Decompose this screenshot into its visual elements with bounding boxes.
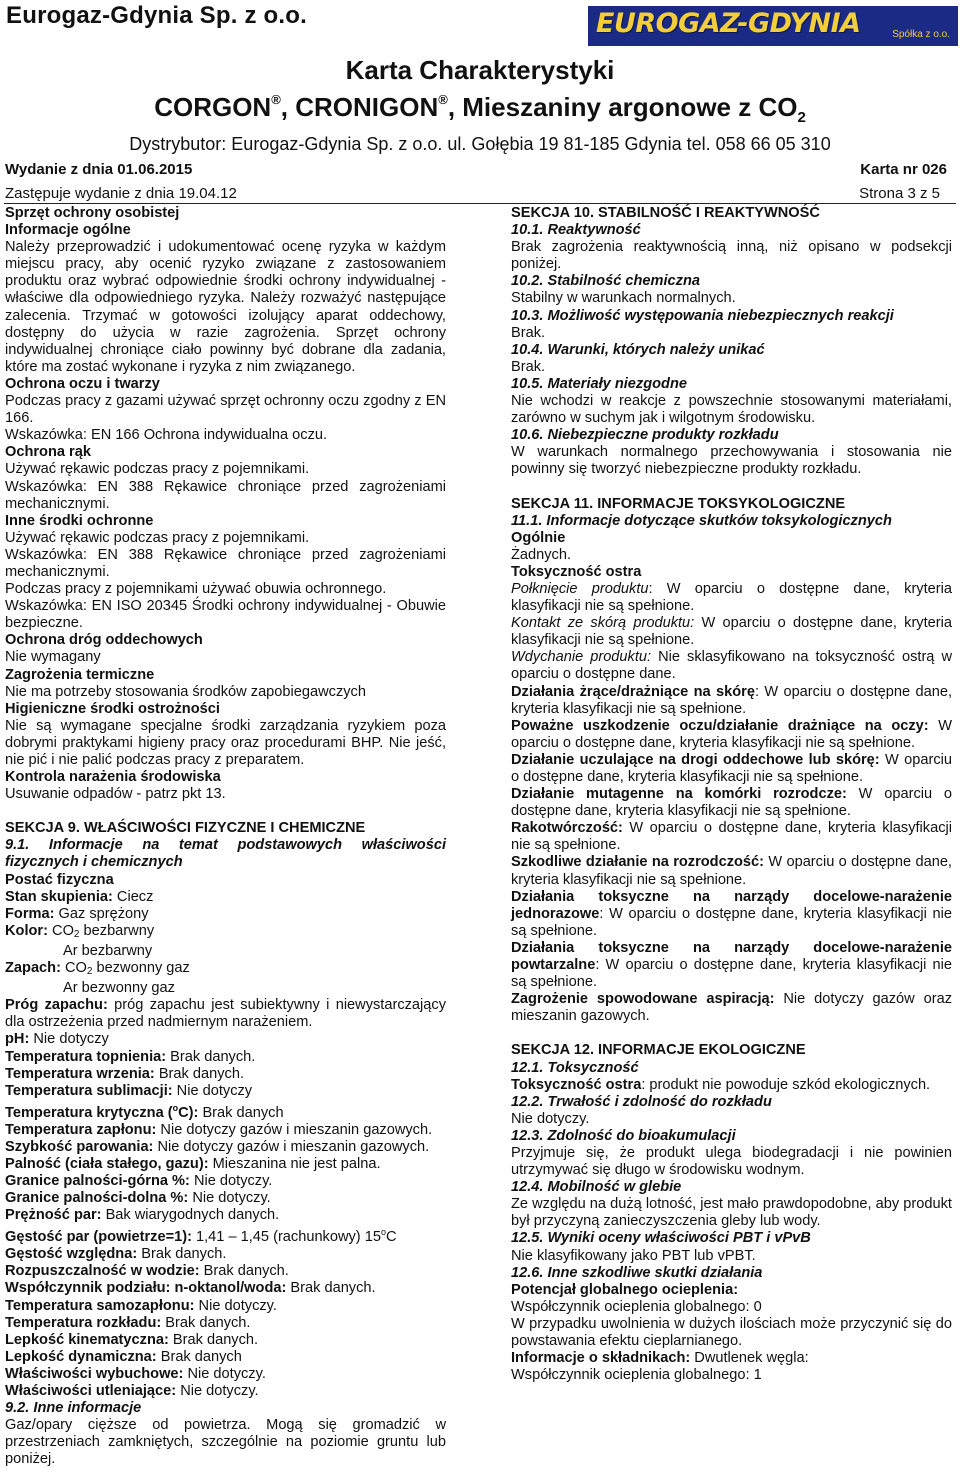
- property-row: Szybkość parowania: Nie dotyczy gazów i mieszanin gazowych.: [5, 1138, 430, 1155]
- company-logo: [588, 6, 958, 46]
- header-divider: [4, 203, 956, 204]
- right-column: [511, 205, 952, 1384]
- subsection-heading: 11.1. Informacje dotyczące skutków toksykologicznych: [511, 512, 892, 529]
- property-row: Lepkość dynamiczna: Brak danych: [5, 1348, 242, 1365]
- property-row: Temperatura sublimacji: Nie dotyczy: [5, 1082, 253, 1099]
- subheading: Ochrona oczu i twarzy: [5, 375, 160, 392]
- paragraph: Podczas pracy z pojemnikami używać obuwia ochronnego.: [5, 581, 387, 598]
- logo-subtitle: Spółka z o.o.: [892, 29, 950, 40]
- document-title: Karta Charakterystyki: [345, 55, 615, 85]
- paragraph: Należy przeprowadzić i udokumentować ocenę ryzyka w każdym miejscu pracy, aby ocenić ryzyko związane z zastosowaniem produktu oraz wybrać odpowiednie środki ochrony indywidualnej - właściwe dla odpowiedniego ryzyka. Należy rozważyć następujące zalecenia. Trzymać w gotowości izolujący aparat oddechowy, dostępny do użycia w razie zagrożenia. Sprzęt ochrony indywidualnej chroniące ciało powinny być dobrane dla zadania, które ma zostać wykonane i ryzyka z nim związanego.: [5, 239, 446, 375]
- property-row: pH: Nie dotyczy: [5, 1031, 109, 1048]
- subheading: Kontrola narażenia środowiska: [5, 769, 221, 786]
- subheading: Higieniczne środki ostrożności: [5, 700, 220, 717]
- paragraph: Używać rękawic podczas pracy z pojemnikami.: [5, 529, 310, 546]
- paragraph: W przypadku uwolnienia w dużych ilościach może przyczynić się do powstawania efektu cieplarnianego.: [511, 1315, 952, 1349]
- property-row: Współczynnik podziału: n-oktanol/woda: Brak danych.: [5, 1280, 376, 1297]
- property-row: Ar bezwonny gaz: [63, 980, 175, 997]
- section-11-heading: SEKCJA 11. INFORMACJE TOKSYKOLOGICZNE: [511, 495, 846, 512]
- paragraph: Nie wchodzi w reakcje z powszechnie stosowanymi materiałami, zarówno w suchym jak i wilgotnym środowisku.: [511, 393, 952, 427]
- subheading: Ogólnie: [511, 529, 566, 546]
- paragraph: Używać rękawic podczas pracy z pojemnikami.: [5, 461, 310, 478]
- subsection-heading: 10.1. Reaktywność: [511, 222, 641, 239]
- replaces-issue: Zastępuje wydanie z dnia 19.04.12: [5, 185, 237, 202]
- issue-date: Wydanie z dnia 01.06.2015: [5, 161, 193, 178]
- paragraph: Informacje o składnikach: Dwutlenek węgla:: [511, 1350, 809, 1367]
- subsection-heading: 10.2. Stabilność chemiczna: [511, 273, 700, 290]
- paragraph: Wskazówka: EN ISO 20345 Środki ochrony indywidualnej - Obuwie bezpieczne.: [5, 598, 446, 632]
- property-row: Prężność par: Bak wiarygodnych danych.: [5, 1207, 280, 1224]
- paragraph: Współczynnik ocieplenia globalnego: 0: [511, 1298, 762, 1315]
- paragraph: Poważne uszkodzenie oczu/działanie drażniące na oczy: W oparciu o dostępne dane, kryteria klasyfikacji nie są spełnione.: [511, 717, 952, 751]
- paragraph: Działanie uczulające na drogi oddechowe lub skórę: W oparciu o dostępne dane, kryteria klasyfikacji nie są spełnione.: [511, 751, 952, 785]
- paragraph: Nie wymagany: [5, 649, 101, 666]
- paragraph: Brak zagrożenia reaktywnością inną, niż opisano w podsekcji poniżej.: [511, 239, 952, 273]
- section-9-heading: SEKCJA 9. WŁAŚCIWOŚCI FIZYCZNE I CHEMICZNE: [5, 820, 366, 837]
- paragraph: Współczynnik ocieplenia globalnego: 1: [511, 1367, 762, 1384]
- subsection-heading: 9.1. Informacje na temat podstawowych właściwości fizycznych i chemicznych: [5, 837, 446, 871]
- page-number: Strona 3 z 5: [859, 185, 940, 202]
- subheading: Toksyczność ostra: [511, 563, 642, 580]
- left-column: [5, 205, 446, 1468]
- paragraph: Szkodliwe działanie na rozrodczość: W oparciu o dostępne dane, kryteria klasyfikacji nie są spełnione.: [511, 854, 952, 888]
- paragraph: Toksyczność ostra: produkt nie powoduje szkód ekologicznych.: [511, 1076, 931, 1093]
- property-row: Lepkość kinematyczna: Brak danych.: [5, 1331, 259, 1348]
- subsection-heading: 12.2. Trwałość i zdolność do rozkładu: [511, 1093, 772, 1110]
- subheading: Postać fizyczna: [5, 871, 114, 888]
- paragraph: Połknięcie produktu: W oparciu o dostępne dane, kryteria klasyfikacji nie są spełnione.: [511, 580, 952, 615]
- subsection-heading: 12.5. Wyniki oceny właściwości PBT i vPvB: [511, 1230, 811, 1247]
- property-row: Granice palności-górna %: Nie dotyczy.: [5, 1173, 273, 1190]
- property-row: Palność (ciała stałego, gazu): Mieszanina nie jest palna.: [5, 1155, 381, 1172]
- subsection-heading: 10.5. Materiały niezgodne: [511, 375, 687, 392]
- paragraph: Działania toksyczne na narządy docelowe-narażenie powtarzalne: W oparciu o dostępne dane, kryteria klasyfikacji nie są spełnione.: [511, 939, 952, 991]
- subheading: Ochrona dróg oddechowych: [5, 632, 203, 649]
- property-row: Forma: Gaz sprężony: [5, 905, 149, 922]
- paragraph: W warunkach normalnego przechowywania i stosowania nie powinny się tworzyć niebezpieczne produkty rozkładu.: [511, 444, 952, 478]
- subheading: Ochrona rąk: [5, 444, 91, 461]
- subsection-heading: 10.6. Niebezpieczne produkty rozkładu: [511, 427, 779, 444]
- section-12-heading: SEKCJA 12. INFORMACJE EKOLOGICZNE: [511, 1042, 806, 1059]
- property-row: Temperatura rozkładu: Brak danych.: [5, 1314, 251, 1331]
- paragraph: Nie dotyczy.: [511, 1110, 590, 1127]
- property-row: Próg zapachu: próg zapachu jest subiektywny i niewystarczający dla ostrzeżenia przed nadmiernym narażeniem.: [5, 997, 446, 1031]
- paragraph: Nie są wymagane specjalne środki zarządzania ryzykiem poza dobrymi praktykami higieny pracy oraz procedurami BHP. Nie jeść, nie pić i nie palić podczas pracy z preparatem.: [5, 717, 446, 768]
- subheading: Zagrożenia termiczne: [5, 666, 155, 683]
- paragraph: Ze względu na dużą lotność, jest mało prawdopodobne, aby produkt był przyczyną zanieczyszczenia gleby lub wody.: [511, 1196, 952, 1230]
- logo-wordmark: EUROGAZ-GDYNIA: [596, 8, 861, 39]
- paragraph: Przyjmuje się, że produkt ulega biodegradacji i nie powinien utrzymywać się długo w środowisku wodnym.: [511, 1144, 952, 1179]
- subheading: Sprzęt ochrony osobistej: [5, 205, 180, 221]
- property-row: Temperatura wrzenia: Brak danych.: [5, 1065, 244, 1082]
- property-row: Gęstość par (powietrze=1): 1,41 – 1,45 (rachunkowy) 15$^o$C: [5, 1227, 397, 1246]
- paragraph: Podczas pracy z gazami używać sprzęt ochronny oczu zgodny z EN 166.: [5, 393, 446, 427]
- property-row: Temperatura topnienia: Brak danych.: [5, 1048, 256, 1065]
- paragraph: Rakotwórczość: W oparciu o dostępne dane, kryteria klasyfikacji nie są spełnione.: [511, 820, 952, 854]
- subsection-heading: 9.2. Inne informacje: [5, 1400, 142, 1417]
- paragraph: Wskazówka: EN 388 Rękawice chroniące przed zagrożeniami mechanicznymi.: [5, 546, 446, 580]
- paragraph: Żadnych.: [511, 546, 572, 563]
- property-row: Rozpuszczalność w wodzie: Brak danych.: [5, 1263, 289, 1280]
- product-name: CORGON®, CRONIGON®, Mieszaniny argonowe z $CO_2$: [154, 92, 806, 127]
- property-row: Ar bezbarwny: [63, 942, 153, 959]
- property-row: Właściwości wybuchowe: Nie dotyczy.: [5, 1365, 266, 1382]
- property-row: Temperatura samozapłonu: Nie dotyczy.: [5, 1297, 277, 1314]
- paragraph: Wdychanie produktu: Nie sklasyfikowano na toksyczność ostrą w oparciu o dostępne dane.: [511, 649, 952, 683]
- property-row: Temperatura zapłonu: Nie dotyczy gazów i mieszanin gazowych.: [5, 1121, 433, 1138]
- paragraph: Działania żrące/drażniące na skórę: W oparciu o dostępne dane, kryteria klasyfikacji nie są spełnione.: [511, 683, 953, 717]
- paragraph: Usuwanie odpadów - patrz pkt 13.: [5, 786, 226, 803]
- distributor-line: Dystrybutor: Eurogaz-Gdynia Sp. z o.o. ul. Gołębia 19 81-185 Gdynia tel. 058 66 05 310: [129, 134, 831, 154]
- property-row: Właściwości utleniające: Nie dotyczy.: [5, 1383, 259, 1399]
- subheading: Informacje ogólne: [5, 222, 131, 239]
- property-row: Temperatura krytyczna ($^o$C): Brak danych: [5, 1102, 284, 1121]
- card-number: Karta nr 026: [860, 161, 947, 178]
- subheading: Inne środki ochronne: [5, 512, 154, 529]
- property-row: Stan skupienia: Ciecz: [5, 888, 154, 905]
- property-row: Gęstość względna: Brak danych.: [5, 1246, 227, 1263]
- paragraph: Kontakt ze skórą produktu: W oparciu o dostępne dane, kryteria klasyfikacji nie są spełnione.: [511, 615, 952, 649]
- paragraph: Działanie mutagenne na komórki rozrodcze: W oparciu o dostępne dane, kryteria klasyfikacji nie są spełnione.: [511, 786, 953, 820]
- paragraph: Działania toksyczne na narządy docelowe-narażenie jednorazowe: W oparciu o dostępne dane, kryteria klasyfikacji nie są spełnione.: [511, 888, 952, 939]
- company-name: Eurogaz-Gdynia Sp. z o.o.: [6, 2, 308, 29]
- paragraph: Stabilny w warunkach normalnych.: [511, 290, 736, 307]
- paragraph: Zagrożenie spowodowane aspiracją: Nie dotyczy gazów oraz mieszanin gazowych.: [511, 991, 952, 1025]
- paragraph: Brak.: [511, 358, 546, 375]
- subsection-heading: 10.4. Warunki, których należy unikać: [511, 341, 765, 358]
- subsection-heading: 12.6. Inne szkodliwe skutki działania: [511, 1264, 763, 1281]
- subheading: Potencjał globalnego ocieplenia:: [511, 1281, 739, 1298]
- subsection-heading: 12.4. Mobilność w glebie: [511, 1179, 682, 1196]
- property-row: Kolor: $CO_2$ bezbarwny: [5, 922, 155, 940]
- paragraph: Wskazówka: EN 388 Rękawice chroniące przed zagrożeniami mechanicznymi.: [5, 478, 446, 512]
- subsection-heading: 10.3. Możliwość występowania niebezpiecznych reakcji: [511, 307, 894, 324]
- paragraph: Gaz/opary cięższe od powietrza. Mogą się gromadzić w przestrzeniach zamkniętych, szczególnie na poziomie gruntu lub poniżej.: [5, 1417, 446, 1468]
- paragraph: Brak.: [511, 324, 546, 341]
- paragraph: Nie klasyfikowany jako PBT lub vPBT.: [511, 1247, 756, 1264]
- property-row: Granice palności-dolna %: Nie dotyczy.: [5, 1190, 271, 1207]
- property-row: Zapach: $CO_2$ bezwonny gaz: [5, 960, 190, 978]
- section-10-heading: SEKCJA 10. STABILNOŚĆ I REAKTYWNOŚĆ: [511, 205, 820, 221]
- paragraph: Nie ma potrzeby stosowania środków zapobiegawczych: [5, 683, 366, 700]
- paragraph: Wskazówka: EN 166 Ochrona indywidualna oczu.: [5, 427, 328, 444]
- subsection-heading: 12.1. Toksyczność: [511, 1059, 639, 1076]
- subsection-heading: 12.3. Zdolność do bioakumulacji: [511, 1127, 736, 1144]
